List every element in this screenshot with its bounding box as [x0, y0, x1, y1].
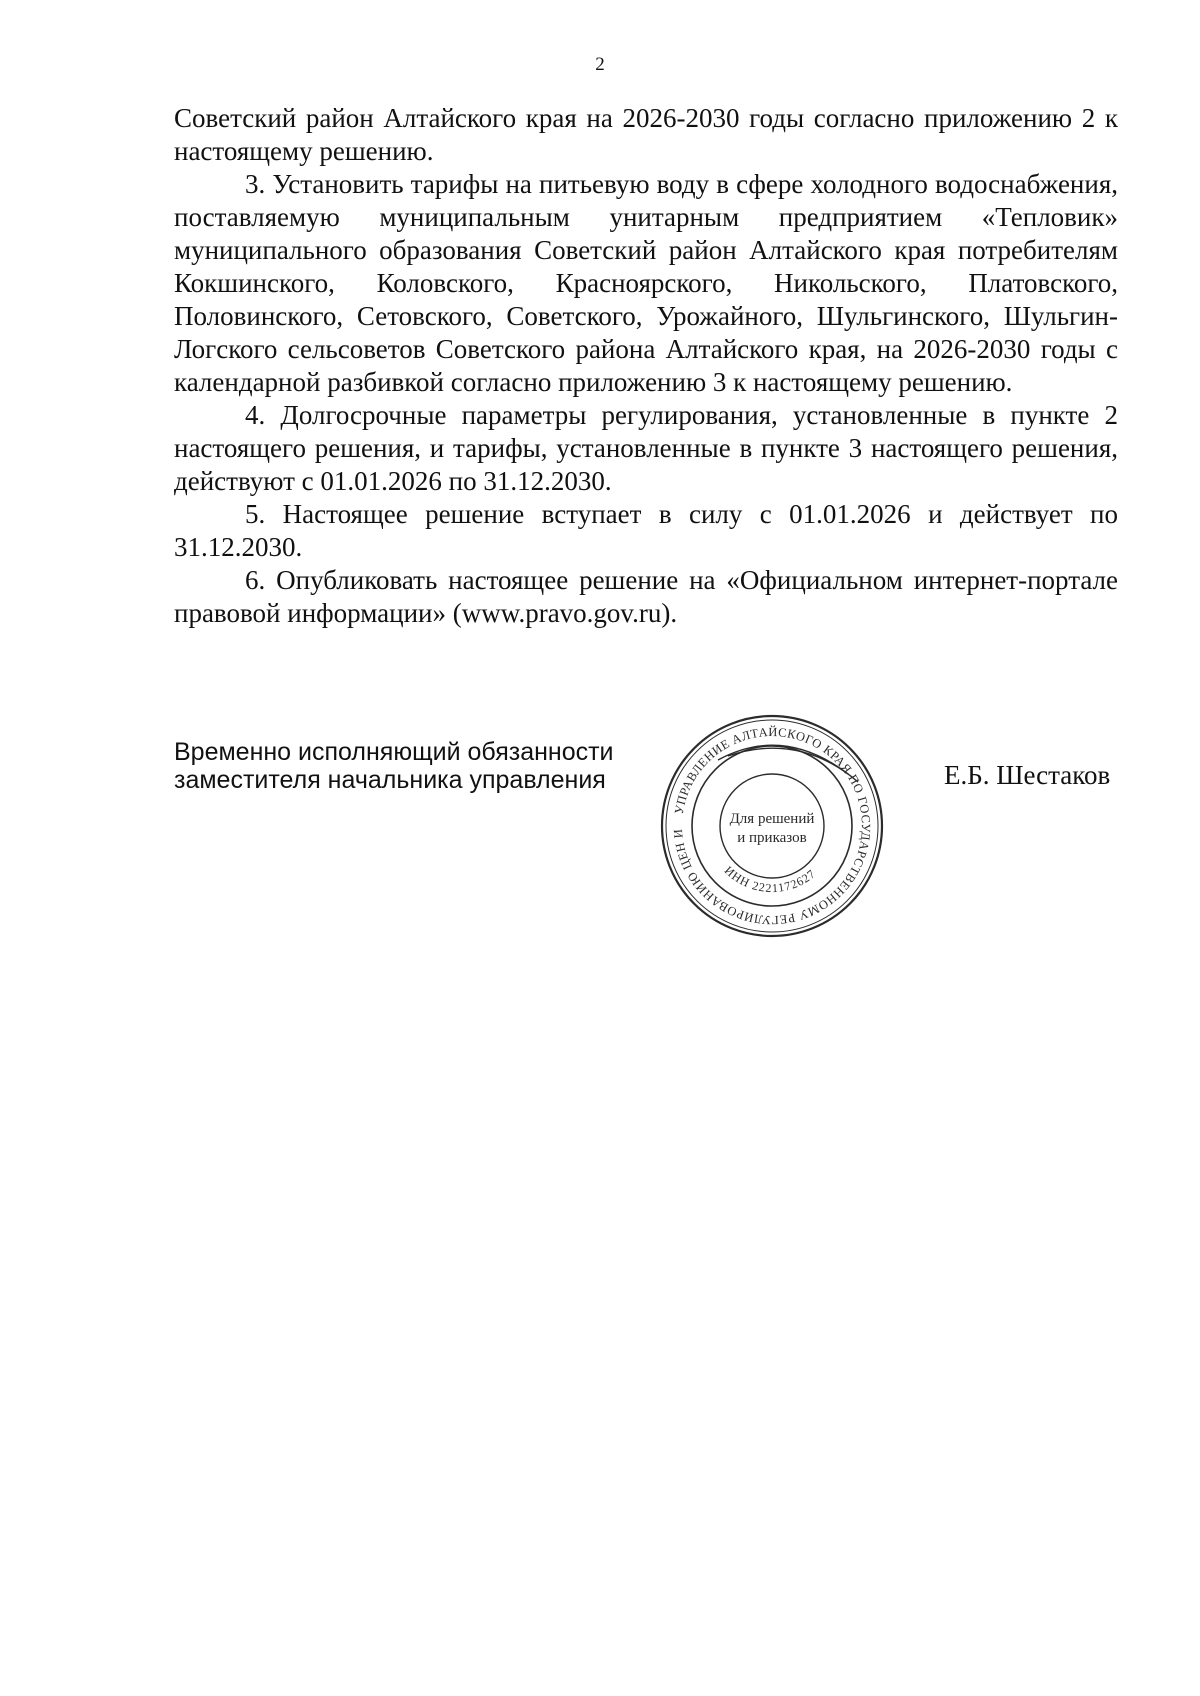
signatory-name: Е.Б. Шестаков: [944, 760, 1111, 790]
signatory-position-line-1: Временно исполняющий обязанности: [174, 738, 614, 766]
official-seal-stamp: [658, 712, 886, 940]
signatory-position-line-2: заместителя начальника управления: [174, 766, 606, 794]
seal-icon: [658, 712, 886, 940]
seal-center-line-1: Для решений: [729, 811, 815, 827]
paragraph-item-5: 5. Настоящее решение вступает в силу с 01.01.2026 и действует по 31.12.2030.: [174, 499, 1118, 562]
seal-center-line-2: и приказов: [737, 830, 807, 846]
paragraph-continuation: Советский район Алтайского края на 2026-2030 годы согласно приложению 2 к настоящему решению.: [174, 103, 1118, 166]
seal-inn-text: ИНН 2221172627: [721, 863, 819, 896]
signatory-position: [174, 738, 614, 794]
paragraph-item-4: 4. Долгосрочные параметры регулирования, установленные в пункте 2 настоящего решения, и тарифы, установленные в пункте 3 настоящего решения, действуют с 01.01.2026 по 31.12.2030.: [174, 400, 1118, 496]
paragraph-item-3: 3. Установить тарифы на питьевую воду в сфере холодного водоснабжения, поставляемую муниципальным унитарным предприятием «Тепловик» муниципального образования Советский район Алтайского края потребителям Кокшинского, Коловского, Красноярского, Никольского, Платовского, Половинского, Сетовского, Советского, Урожайного, Шульгинского, Шульгин-Логского сельсоветов Советского района Алтайского края, на 2026-2030 годы с календарной разбивкой согласно приложению 3 к настоящему решению.: [174, 169, 1118, 397]
page-number: 2: [595, 54, 605, 75]
paragraph-item-6: 6. Опубликовать настоящее решение на «Официальном интернет-портале правовой информации» (www.pravo.gov.ru).: [174, 565, 1118, 628]
svg-text:ИНН 2221172627: [722, 863, 819, 895]
document-body: [174, 102, 1118, 630]
seal-outer-text: УПРАВЛЕНИЕ АЛТАЙСКОГО КРАЯ ПО ГОСУДАРСТВЕННОМУ РЕГУЛИРОВАНИЮ ЦЕН И: [670, 724, 874, 928]
